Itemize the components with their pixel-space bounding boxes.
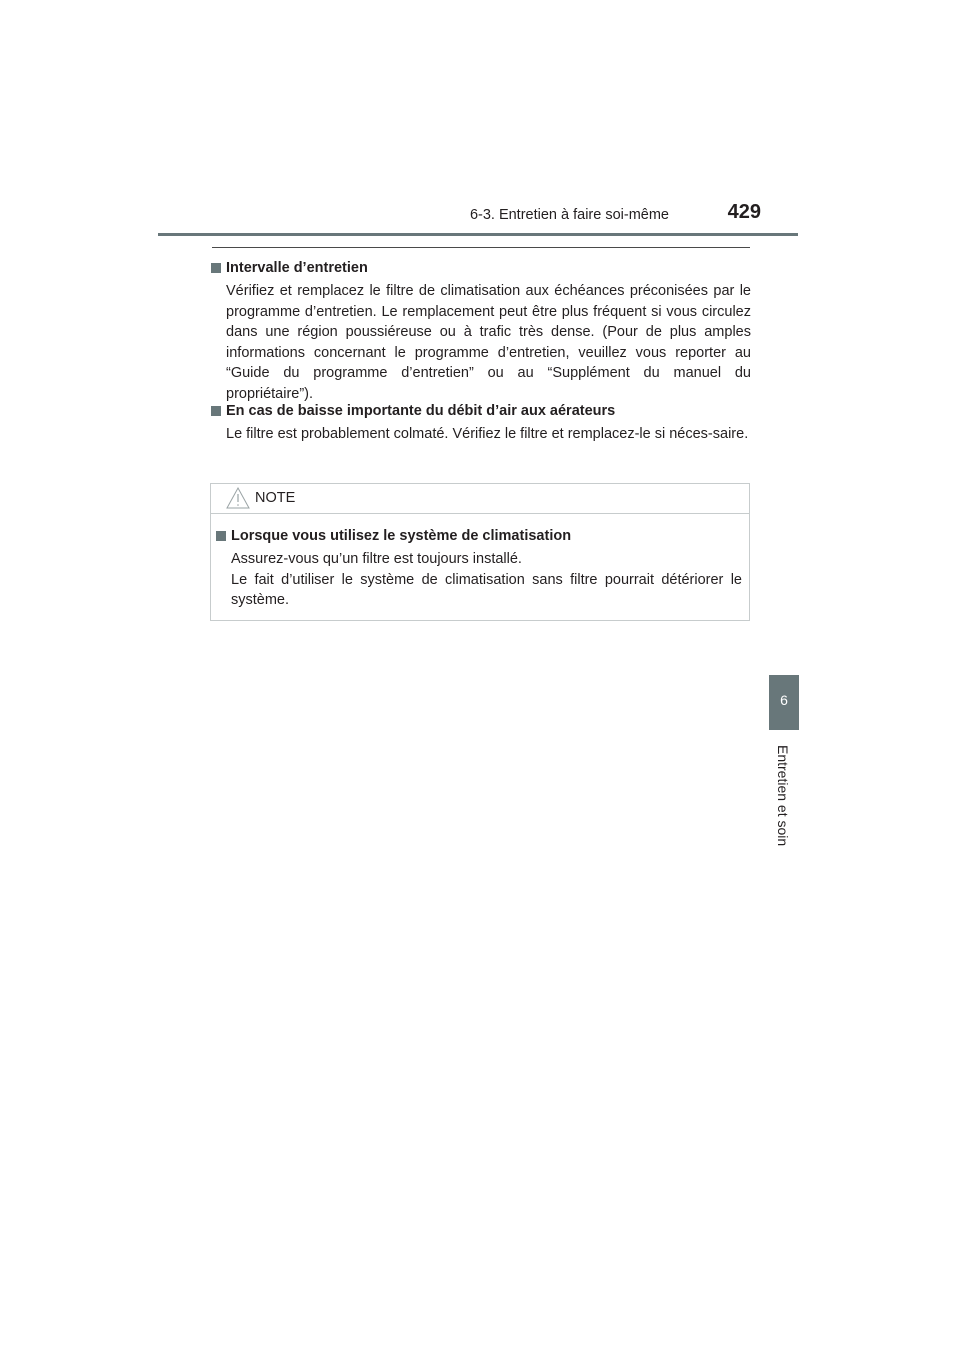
- chapter-number: 6: [780, 692, 788, 708]
- note-content: [216, 526, 742, 611]
- section-heading: [211, 401, 751, 421]
- chapter-label: Entretien et soin: [775, 745, 791, 847]
- note-header: [211, 484, 749, 514]
- section-body: Vérifiez et remplacez le filtre de climatisation aux échéances préconisées par le programme d’entretien. Le remplacement peut être plus fréquent si vous circulez dans une région poussiéreuse ou à trafic très dense. (Pour de plus amples informations concernant le programme d’entretien, veuillez vous reporter au “Guide du programme d’entretien” ou au “Supplément du manuel du propriétaire”).: [226, 283, 751, 402]
- section-heading: [211, 258, 751, 278]
- note-heading-text: Lorsque vous utilisez le système de climatisation: [231, 528, 572, 544]
- square-bullet-icon: [211, 263, 221, 273]
- section-maintenance-interval: [211, 258, 751, 404]
- note-line-1: Assurez-vous qu’un filtre est toujours installé.: [231, 551, 522, 567]
- note-line-2: Le fait d’utiliser le système de climatisation sans filtre pourrait détériorer le système.: [231, 571, 742, 608]
- warning-triangle-icon: [226, 486, 250, 510]
- section-body: Le filtre est probablement colmaté. Vérifiez le filtre et remplacez-le si néces-saire.: [226, 426, 749, 442]
- section-heading-text: Intervalle d’entretien: [226, 260, 368, 276]
- chapter-tab: [769, 675, 799, 730]
- note-box: [210, 483, 750, 621]
- note-heading: [216, 526, 742, 546]
- note-body: [231, 549, 742, 611]
- section-title: 6-3. Entretien à faire soi-même: [469, 207, 669, 223]
- section-airflow-drop: [211, 401, 751, 445]
- note-label: NOTE: [255, 490, 296, 506]
- content-rule: [212, 247, 750, 248]
- square-bullet-icon: [211, 406, 221, 416]
- section-heading-text: En cas de baisse importante du débit d’air aux aérateurs: [226, 403, 616, 419]
- square-bullet-icon: [216, 531, 226, 541]
- page-number: 429: [727, 201, 761, 223]
- header-rule: [158, 233, 798, 236]
